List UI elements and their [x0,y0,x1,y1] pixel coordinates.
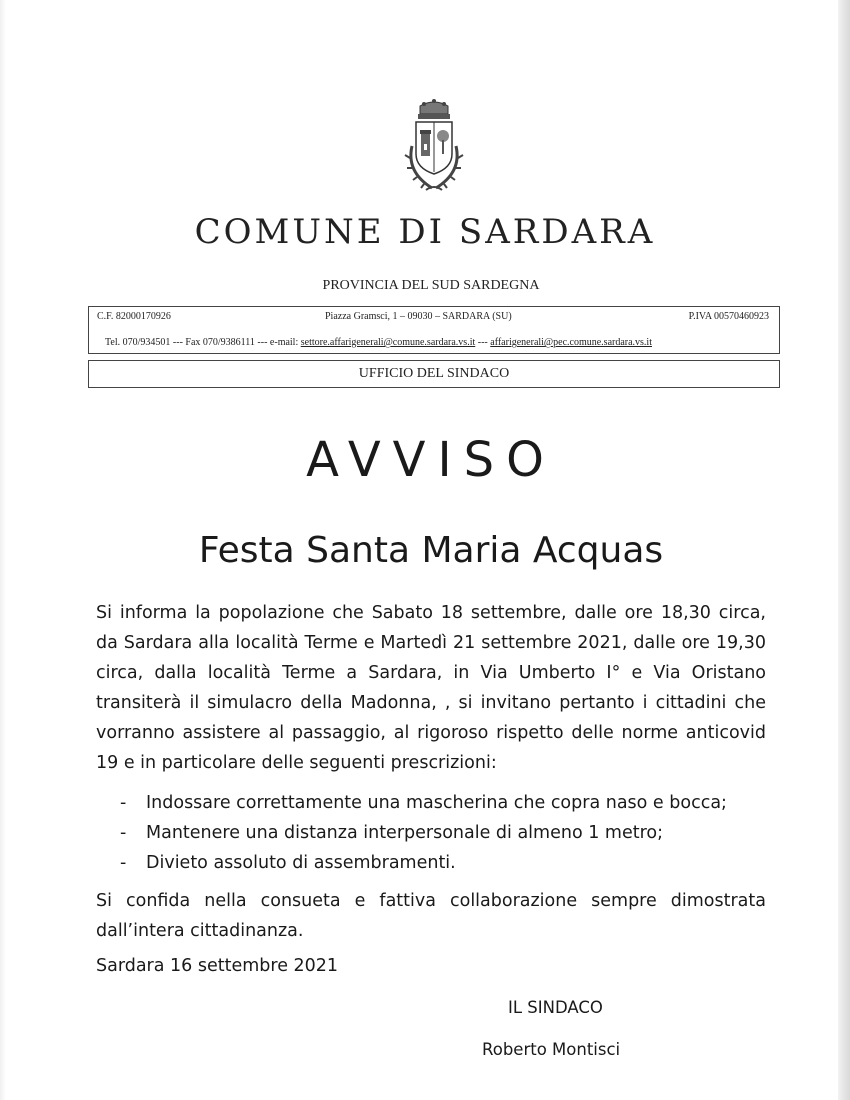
vat-number: P.IVA 00570460923 [688,311,769,322]
prescription-text: Indossare correttamente una mascherina che copra naso e bocca; [146,793,727,813]
phone-fax: Tel. 070/934501 --- Fax 070/9386111 --- e-mail: [105,337,301,348]
list-item [120,788,727,818]
pec-link[interactable]: affarigenerali@pec.comune.sardara.vs.it [490,337,652,348]
contacts-line [105,337,652,348]
prescription-text: Mantenere una distanza interpersonale di almeno 1 metro; [146,823,664,843]
signer-title: IL SINDACO [508,998,603,1017]
prescriptions-list [120,788,727,878]
closing-paragraph: Si confida nella consueta e fattiva collaborazione sempre dimostrata dall’intera cittadinanza. [96,891,766,941]
prescription-text: Divieto assoluto di assembramenti. [146,853,456,873]
contact-info-box [88,306,780,354]
email-link[interactable]: settore.affarigenerali@comune.sardara.vs.it [300,337,476,348]
contacts-separator: --- [475,337,491,348]
address: Piazza Gramsci, 1 – 09030 – SARDARA (SU) [325,311,512,322]
municipality-title: COMUNE DI SARDARA [194,212,656,252]
list-item [120,818,727,848]
notice-heading: AVVISO [306,432,556,488]
bullet-dash: - [120,793,127,813]
list-item [120,848,727,878]
notice-paragraph: Si informa la popolazione che Sabato 18 settembre, dalle ore 18,30 circa, da Sardara alla località Terme e Martedì 21 settembre 2021, dalle ore 19,30 circa, dalla località Terme a Sardara, in Via Umberto I° e Via Oristano transiterà il simulacro della Madonna, , si invitano pertanto i cittadini che vorranno assistere al passaggio, al rigoroso rispetto delle norme anticovid 19 e in particolare delle seguenti prescrizioni: [96,603,766,773]
bullet-dash: - [120,823,127,843]
tax-code: C.F. 82000170926 [97,311,171,322]
province-label: PROVINCIA DEL SUD SARDEGNA [322,278,540,293]
place-date: Sardara 16 settembre 2021 [96,956,339,976]
notice-subject: Festa Santa Maria Acquas [198,530,664,571]
signer-name: Roberto Montisci [482,1040,621,1059]
coat-of-arms-icon [396,96,472,198]
office-label: UFFICIO DEL SINDACO [88,360,780,388]
bullet-dash: - [120,853,127,873]
